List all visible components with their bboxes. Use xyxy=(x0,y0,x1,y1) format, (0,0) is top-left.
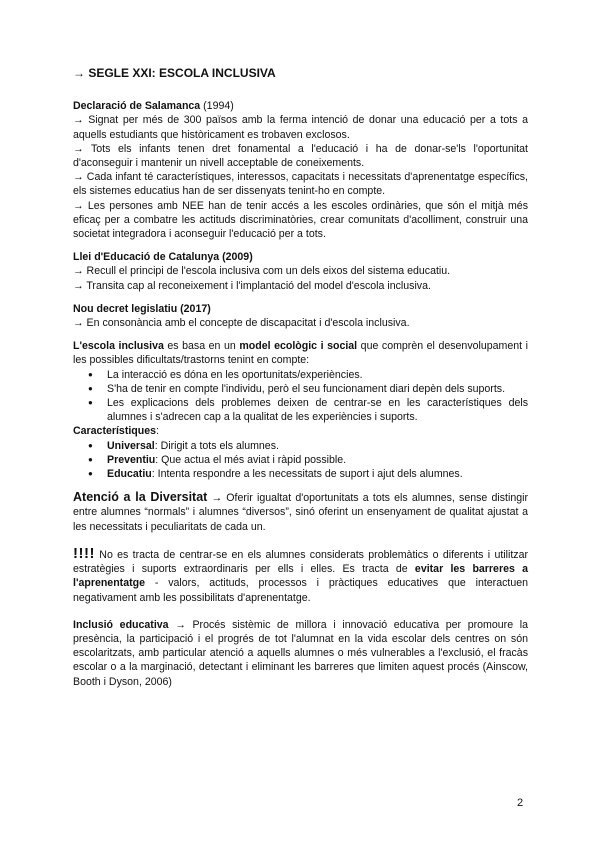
salamanca-year: (1994) xyxy=(200,100,234,113)
list-item: ● Les explicacions dels problemes deixen de centrar-se en les característiques dels alumnes i s'adrecen cap a la qualitat de les experiències i suports. xyxy=(107,396,528,424)
diversitat-section xyxy=(73,490,528,534)
salamanca-line: → Les persones amb NEE han de tenir accés a les escoles ordinàries, que són el mitjà més eficaç per a combatre les actituds discriminatòries, crear comunitats d'acolliment, construir una societat integradora i aconseguir l'educació per a tots. xyxy=(73,199,528,241)
warning-bold: evitar les barreres a l'aprenentatge xyxy=(73,563,529,590)
section-title: → SEGLE XXI: ESCOLA INCLUSIVA xyxy=(73,66,276,80)
llei-section xyxy=(73,250,528,293)
inclusio-section xyxy=(73,618,528,689)
caracteristiques-colon: : xyxy=(156,425,159,438)
llei-line: → Transita cap al reconeixement i l'implantació del model d'escola inclusiva. xyxy=(73,279,431,292)
escola-bullet-list xyxy=(73,368,528,425)
caracteristiques-heading xyxy=(73,424,528,438)
llei-heading: Llei d'Educació de Catalunya (2009) xyxy=(73,251,253,264)
diversitat-heading: Atenció a la Diversitat xyxy=(73,490,208,505)
warning-text: No es tracta de centrar-se en els alumnes considerats problemàtics o diferents i utilitzar estratègies i suports extraordinaris per ells i elles. Es tracta de xyxy=(73,548,528,576)
decret-section xyxy=(73,302,528,330)
escola-section xyxy=(73,339,528,481)
decret-heading: Nou decret legislatiu (2017) xyxy=(73,302,211,315)
escola-intro xyxy=(73,339,528,367)
carac-text: : Dirigit a tots els alumnes. xyxy=(154,439,279,452)
diversitat-text: → Oferir igualtat d'oportunitats a tots els alumnes, sense distingir entre alumnes “normals” i alumnes “diversos”, sinó oferint un ensenyament de qualitat ajustat a les necessitats i peculiaritats de cada un. xyxy=(73,492,528,533)
list-item: ● La interacció es dóna en les oportunitats/experiències. xyxy=(107,368,528,382)
document-page xyxy=(73,66,528,698)
page-number: 2 xyxy=(517,797,524,809)
carac-label: Universal xyxy=(107,439,155,452)
escola-term: L'escola inclusiva xyxy=(73,340,164,353)
llei-line: → Recull el principi de l'escola inclusiva com un dels eixos del sistema educatiu. xyxy=(73,265,451,278)
inclusio-text: → Procés sistèmic de millora i innovació educativa per promoure la presència, la participació i el progrés de tot l'alumnat en la vida escolar dels centres on són escolaritzats, amb particular atenció a aquells alumnes o més vulnerables a l'exclusió, el fracàs escolar o a la marginació, detectant i eliminant les barreres que limiten aquest procés (Ainscow, Booth i Dyson, 2006) xyxy=(73,618,528,688)
exclamation-mark: !!!! xyxy=(73,544,95,562)
salamanca-line: → Tots els infants tenen dret fonamental a l'educació i ha de donar-se'ls l'oportunitat d'aconseguir i mantenir un nivell acceptable de coneixements. xyxy=(73,142,528,170)
warning-text: - valors, actituds, processos i pràctiques educatives que interactuen negativament amb les possibilitats d'aprenentatge. xyxy=(73,577,528,604)
salamanca-heading-text: Declaració de Salamanca xyxy=(73,100,201,113)
salamanca-line: → Signat per més de 300 països amb la ferma intenció de donar una educació per a tots a aquells estudiants que històricament es trobaven exclosos. xyxy=(73,114,528,141)
caracteristiques-label: Característiques xyxy=(73,425,157,438)
carac-label: Educatiu xyxy=(107,468,152,481)
salamanca-heading xyxy=(73,99,528,113)
list-item xyxy=(107,453,528,467)
inclusio-heading: Inclusió educativa xyxy=(73,618,169,631)
inclusio-paragraph xyxy=(73,618,528,689)
caracteristiques-list xyxy=(73,439,528,482)
diversitat-paragraph xyxy=(73,490,528,534)
warning-section xyxy=(73,544,529,605)
model-term: model ecològic i social xyxy=(239,340,358,353)
list-item xyxy=(107,467,528,481)
list-item xyxy=(107,439,528,453)
escola-text: es basa en un xyxy=(163,340,240,353)
carac-text: : Que actua el més aviat i ràpid possible. xyxy=(155,453,347,466)
decret-line: → En consonància amb el concepte de discapacitat i d'escola inclusiva. xyxy=(73,317,410,330)
list-item: ● S'ha de tenir en compte l'individu, però el seu funcionament diari depèn dels suports. xyxy=(107,382,528,396)
escola-text: que comprèn el desenvolupament i les possibles dificultats/trastorns tenint en compte: xyxy=(73,340,528,367)
carac-label: Preventiu xyxy=(107,453,156,466)
salamanca-line: → Cada infant té característiques, interessos, capacitats i necessitats d'aprenentatge específics, els sistemes educatius han de ser dissenyats tenint-ho en compte. xyxy=(73,171,528,198)
carac-text: : Intenta respondre a les necessitats de suport i ajut dels alumnes. xyxy=(151,468,463,481)
salamanca-section xyxy=(73,99,528,241)
warning-paragraph xyxy=(73,544,529,605)
